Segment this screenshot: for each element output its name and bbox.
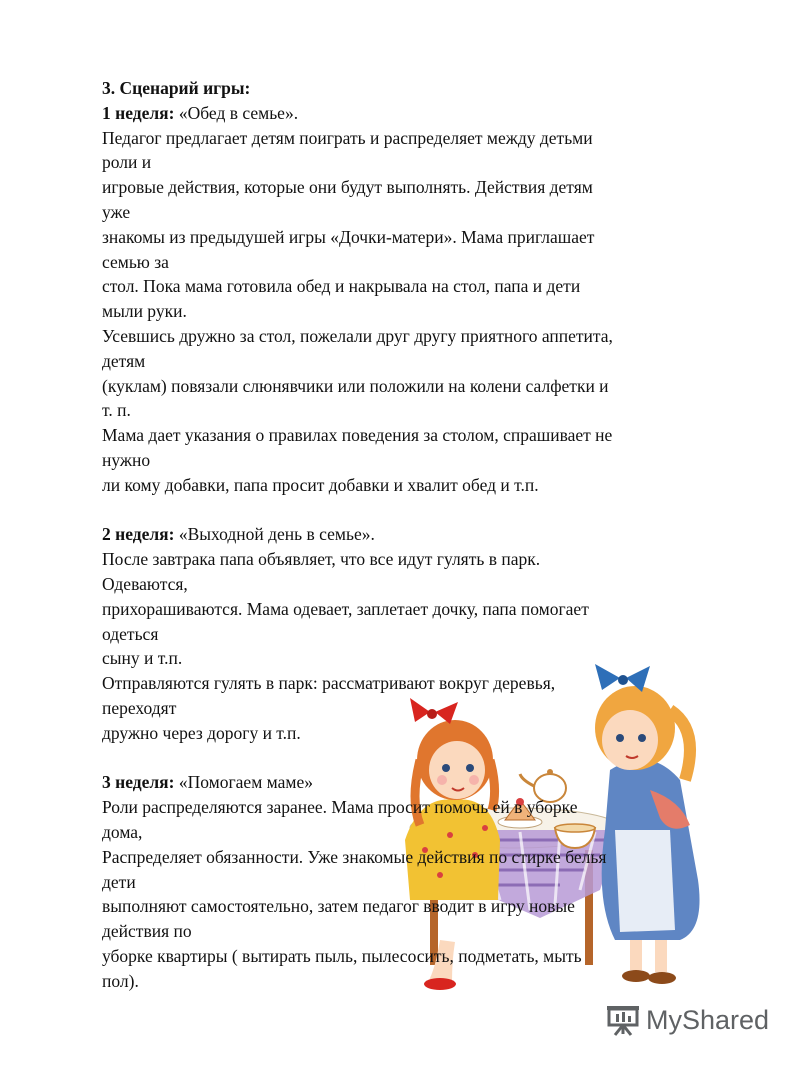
week1-line: нужно: [102, 449, 151, 470]
week1-line: мыли руки.: [102, 301, 187, 322]
week1-heading: 1 неделя: «Обед в семье».: [102, 102, 299, 123]
week3-line: Распределяет обязанности. Уже знакомые действия по стирке белья: [102, 846, 607, 867]
week3-line: выполняют самостоятельно, затем педагог вводит в игру новые: [102, 896, 575, 917]
week1-line: игровые действия, которые они будут выполнять. Действия детям: [102, 177, 593, 198]
week3-line: пол).: [102, 970, 139, 991]
week1-line: уже: [102, 201, 131, 222]
week2-line: прихорашиваются. Мама одевает, заплетает дочку, папа помогает: [102, 598, 589, 619]
week1-line: (куклам) повязали слюнявчики или положили на колени салфетки и: [102, 375, 609, 396]
week1-line: детям: [102, 350, 146, 371]
week1-line: Мама дает указания о правилах поведения за столом, спрашивает не: [102, 425, 613, 446]
week3-line: дети: [102, 871, 136, 892]
presentation-board-icon: [606, 1003, 640, 1037]
week3-heading: 3 неделя: «Помогаем маме»: [102, 772, 313, 793]
week2-heading: 2 неделя: «Выходной день в семье».: [102, 524, 375, 545]
paragraph-gap: [102, 746, 722, 771]
myshared-logo[interactable]: [606, 1002, 769, 1038]
week3-line: дома,: [102, 821, 143, 842]
week1-line: Усевшись дружно за стол, пожелали друг другу приятного аппетита,: [102, 325, 613, 346]
week2-line: переходят: [102, 697, 177, 718]
week1-line: ли кому добавки, папа просит добавки и хвалит обед и т.п.: [102, 474, 539, 495]
week1-line: знакомы из предыдушей игры «Дочки-матери». Мама приглашает: [102, 226, 595, 247]
week1-line: семью за: [102, 251, 169, 272]
week2-line: сыну и т.п.: [102, 648, 183, 669]
logo-text: MyShared: [646, 1004, 770, 1035]
week2-line: Одеваются,: [102, 573, 188, 594]
week1-line: т. п.: [102, 400, 131, 421]
week3-line: уборке квартиры ( вытирать пыль, пылесосить, подметать, мыть: [102, 945, 582, 966]
section-title: 3. Сценарий игры:: [102, 78, 251, 98]
week1-line: роли и: [102, 152, 152, 173]
week3-line: действия по: [102, 921, 192, 942]
week1-line: стол. Пока мама готовила обед и накрывала на стол, папа и дети: [102, 276, 581, 297]
week1-line: Педагог предлагает детям поиграть и распределяет между детьми: [102, 127, 593, 148]
scenario-text: [102, 76, 722, 993]
week2-line: дружно через дорогу и т.п.: [102, 722, 301, 743]
week2-line: После завтрака папа объявляет, что все идут гулять в парк.: [102, 549, 541, 570]
paragraph-gap: [102, 498, 722, 523]
week3-line: Роли распределяются заранее. Мама просит помочь ей в уборке: [102, 797, 578, 818]
week2-line: Отправляются гулять в парк: рассматривают вокруг деревья,: [102, 673, 556, 694]
week2-line: одеться: [102, 623, 159, 644]
